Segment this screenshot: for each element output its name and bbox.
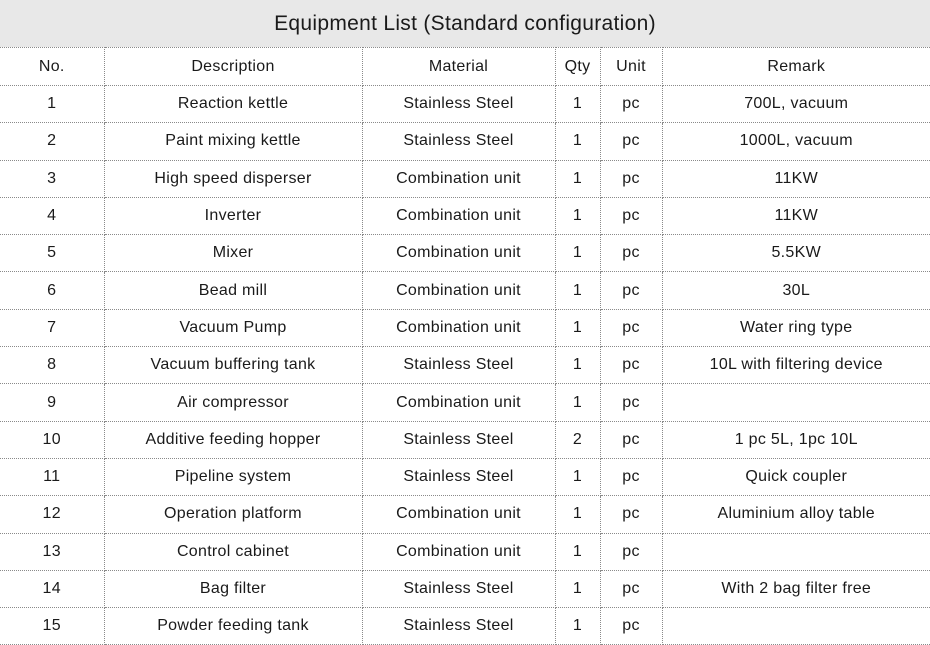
table-row [0,272,930,309]
table-row [0,347,930,384]
cell-no: 9 [0,384,104,421]
cell-no: 6 [0,272,104,309]
table-row [0,458,930,495]
cell-unit: pc [600,309,662,346]
cell-remark: Aluminium alloy table [662,496,930,533]
cell-unit: pc [600,496,662,533]
cell-description: Bead mill [104,272,362,309]
cell-no: 13 [0,533,104,570]
cell-no: 3 [0,160,104,197]
header-qty: Qty [555,48,600,86]
cell-unit: pc [600,235,662,272]
cell-remark [662,533,930,570]
table-row [0,160,930,197]
table-row [0,496,930,533]
cell-description: Vacuum Pump [104,309,362,346]
cell-qty: 1 [555,347,600,384]
table-row [0,86,930,123]
cell-description: Operation platform [104,496,362,533]
table-row [0,197,930,234]
cell-remark: 11KW [662,160,930,197]
cell-material: Combination unit [362,533,555,570]
cell-material: Stainless Steel [362,86,555,123]
cell-remark: 5.5KW [662,235,930,272]
cell-unit: pc [600,384,662,421]
cell-no: 5 [0,235,104,272]
table-row [0,533,930,570]
cell-material: Stainless Steel [362,421,555,458]
cell-description: Powder feeding tank [104,608,362,645]
cell-remark: 700L, vacuum [662,86,930,123]
cell-qty: 1 [555,86,600,123]
cell-material: Combination unit [362,384,555,421]
table-row [0,235,930,272]
table-body [0,86,930,645]
cell-unit: pc [600,272,662,309]
table-row [0,309,930,346]
cell-unit: pc [600,123,662,160]
cell-no: 1 [0,86,104,123]
cell-remark: 10L with filtering device [662,347,930,384]
cell-unit: pc [600,421,662,458]
cell-qty: 1 [555,197,600,234]
cell-material: Stainless Steel [362,347,555,384]
cell-unit: pc [600,570,662,607]
cell-remark: 11KW [662,197,930,234]
header-no: No. [0,48,104,86]
cell-remark [662,608,930,645]
cell-qty: 1 [555,272,600,309]
cell-description: Pipeline system [104,458,362,495]
cell-remark: 30L [662,272,930,309]
cell-unit: pc [600,86,662,123]
cell-description: Control cabinet [104,533,362,570]
cell-material: Combination unit [362,496,555,533]
cell-no: 15 [0,608,104,645]
cell-qty: 1 [555,123,600,160]
header-unit: Unit [600,48,662,86]
cell-qty: 1 [555,235,600,272]
table-row [0,570,930,607]
cell-remark: 1 pc 5L, 1pc 10L [662,421,930,458]
table-row [0,384,930,421]
cell-qty: 1 [555,533,600,570]
cell-qty: 1 [555,570,600,607]
cell-no: 11 [0,458,104,495]
cell-no: 4 [0,197,104,234]
cell-no: 8 [0,347,104,384]
cell-unit: pc [600,197,662,234]
cell-no: 2 [0,123,104,160]
cell-material: Combination unit [362,235,555,272]
cell-remark: With 2 bag filter free [662,570,930,607]
cell-no: 7 [0,309,104,346]
cell-description: Paint mixing kettle [104,123,362,160]
cell-qty: 1 [555,160,600,197]
header-description: Description [104,48,362,86]
table-row [0,421,930,458]
header-row [0,48,930,86]
cell-description: High speed disperser [104,160,362,197]
cell-remark: 1000L, vacuum [662,123,930,160]
header-material: Material [362,48,555,86]
cell-qty: 1 [555,496,600,533]
header-remark: Remark [662,48,930,86]
cell-description: Vacuum buffering tank [104,347,362,384]
cell-qty: 1 [555,608,600,645]
cell-material: Combination unit [362,160,555,197]
cell-material: Combination unit [362,272,555,309]
cell-no: 12 [0,496,104,533]
table-row [0,608,930,645]
title-bar [0,0,930,47]
cell-remark [662,384,930,421]
cell-description: Air compressor [104,384,362,421]
cell-qty: 1 [555,384,600,421]
cell-unit: pc [600,458,662,495]
cell-remark: Quick coupler [662,458,930,495]
cell-unit: pc [600,347,662,384]
cell-no: 14 [0,570,104,607]
cell-qty: 1 [555,309,600,346]
cell-material: Stainless Steel [362,570,555,607]
cell-description: Additive feeding hopper [104,421,362,458]
cell-material: Stainless Steel [362,608,555,645]
cell-description: Inverter [104,197,362,234]
page-title: Equipment List (Standard configuration) [274,11,656,35]
cell-material: Stainless Steel [362,458,555,495]
cell-material: Combination unit [362,197,555,234]
cell-material: Combination unit [362,309,555,346]
cell-remark: Water ring type [662,309,930,346]
cell-description: Bag filter [104,570,362,607]
table-row [0,123,930,160]
cell-material: Stainless Steel [362,123,555,160]
cell-description: Reaction kettle [104,86,362,123]
cell-qty: 2 [555,421,600,458]
cell-unit: pc [600,608,662,645]
cell-unit: pc [600,533,662,570]
cell-qty: 1 [555,458,600,495]
cell-description: Mixer [104,235,362,272]
cell-no: 10 [0,421,104,458]
equipment-table [0,47,930,645]
cell-unit: pc [600,160,662,197]
